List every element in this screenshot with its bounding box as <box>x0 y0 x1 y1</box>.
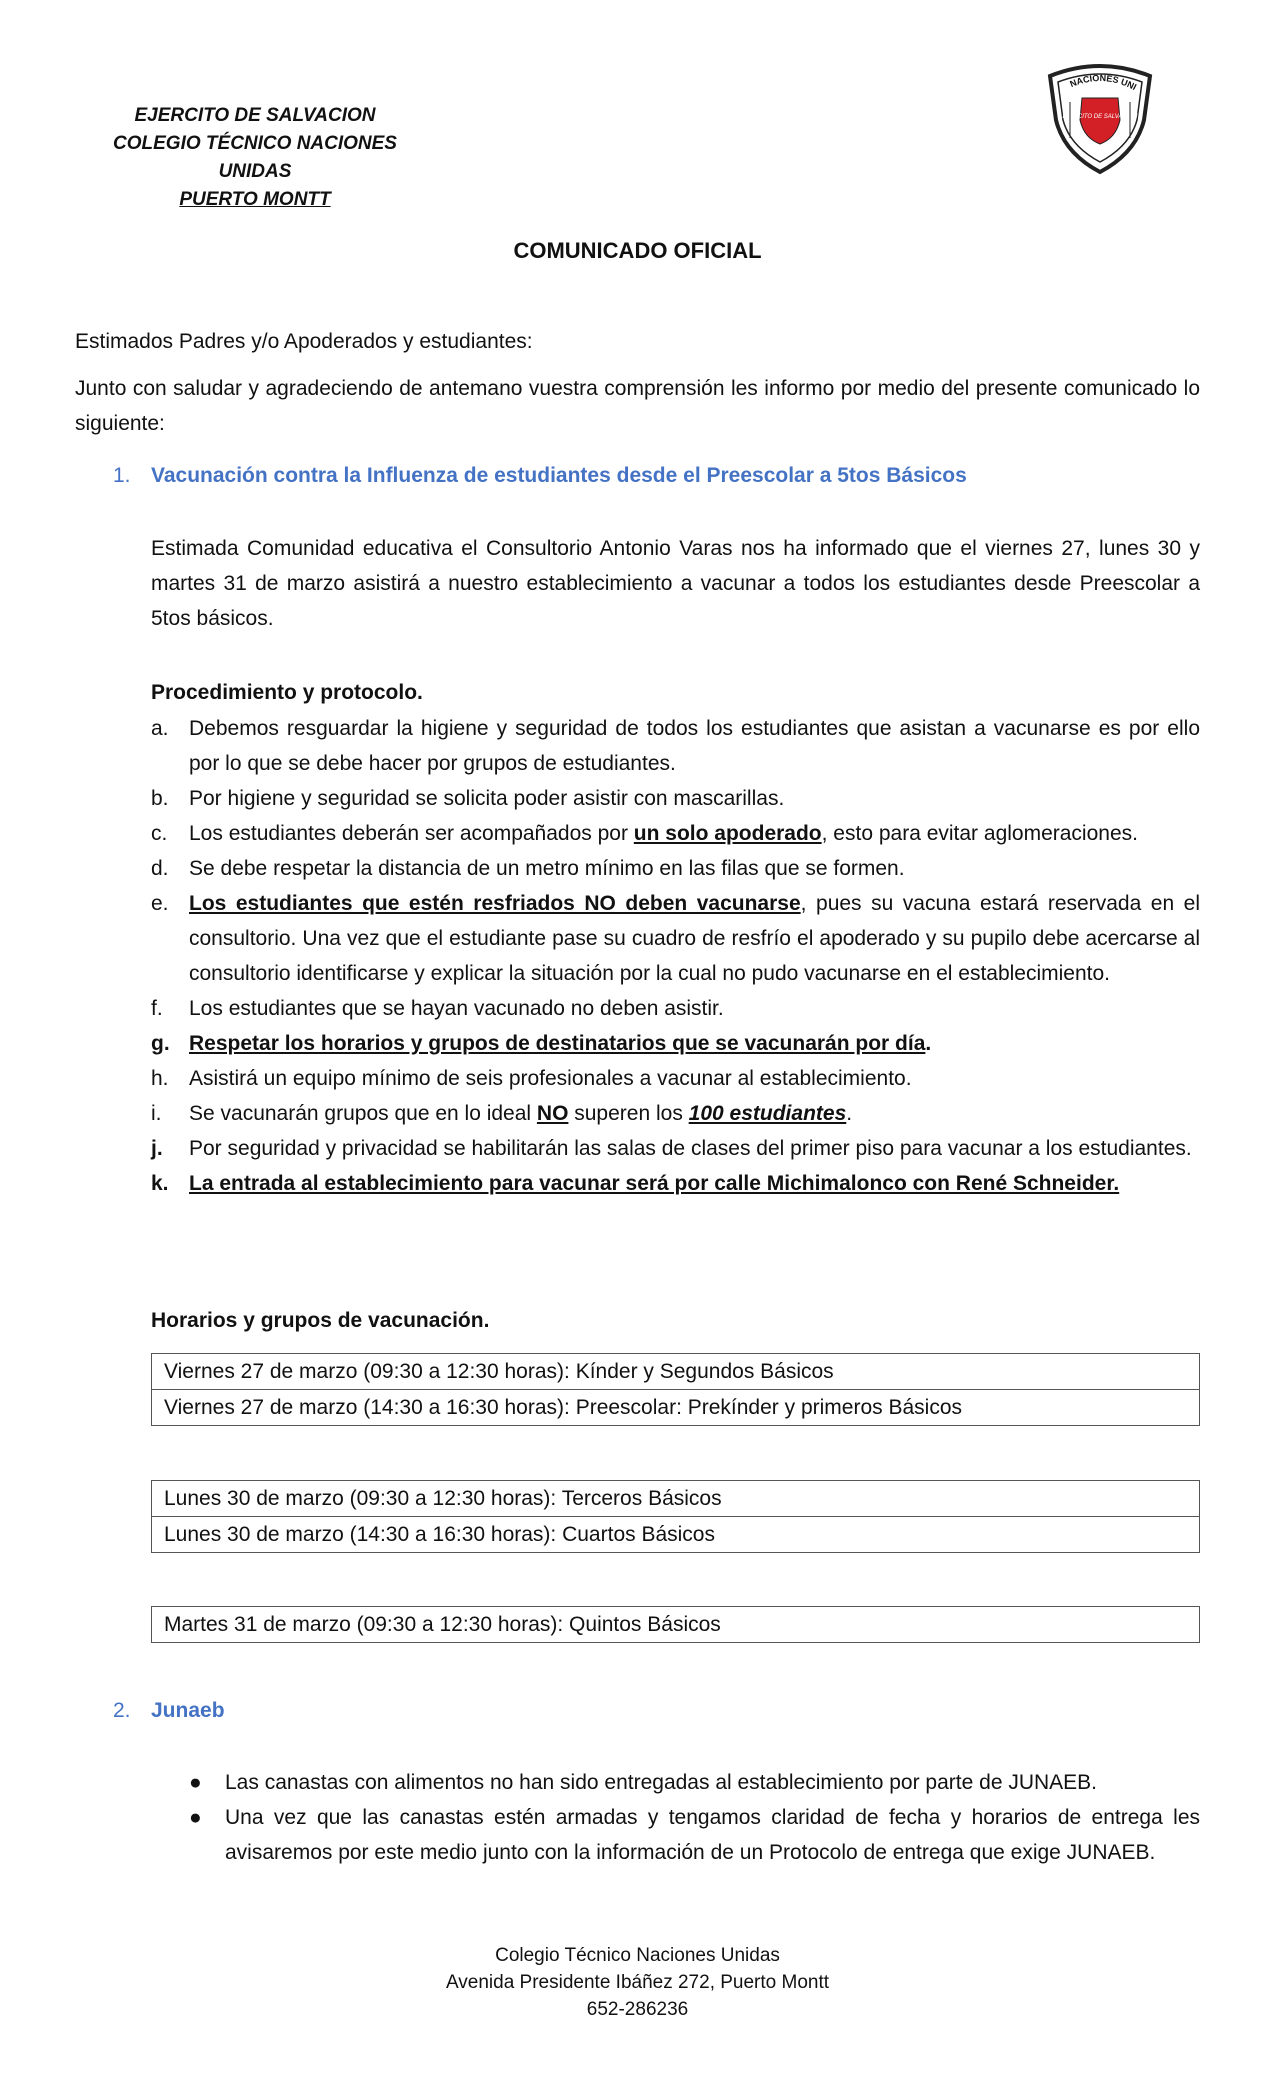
institution-header <box>75 102 435 214</box>
procedure-title: Procedimiento y protocolo. <box>151 681 423 704</box>
junaeb-bullet-list <box>187 1765 1200 1870</box>
section-1-heading <box>75 458 1200 493</box>
section-2-title: Junaeb <box>151 1699 225 1722</box>
section-1-title: Vacunación contra la Influenza de estudiantes desde el Preescolar a 5tos Básicos <box>151 464 967 487</box>
table-row: Lunes 30 de marzo (09:30 a 12:30 horas): Terceros Básicos <box>152 1481 1200 1517</box>
list-item: i. Se vacunarán grupos que en lo ideal NO superen los 100 estudiantes. <box>151 1102 853 1125</box>
emphasis-text: Los estudiantes que estén resfriados NO deben vacunarse <box>189 892 801 915</box>
schedule-title: Horarios y grupos de vacunación. <box>151 1309 490 1332</box>
footer-line-2: Avenida Presidente Ibáñez 272, Puerto Montt <box>445 1972 830 1993</box>
list-item: d. Se debe respetar la distancia de un metro mínimo en las filas que se formen. <box>151 857 905 880</box>
list-item: b. Por higiene y seguridad se solicita poder asistir con mascarillas. <box>151 787 785 810</box>
procedure-list <box>151 711 1200 1201</box>
header-line-2: COLEGIO TÉCNICO NACIONES UNIDAS <box>113 133 397 182</box>
emphasis-text: un solo apoderado <box>633 822 822 845</box>
section-2-number: 2. <box>113 1699 131 1722</box>
schedule-table-lunes <box>151 1480 1200 1553</box>
list-item: ● Las canastas con alimentos no han sido entregadas al establecimiento por parte de JUNAEB. <box>187 1765 1200 1800</box>
list-item: ● Una vez que las canastas estén armadas y tengamos claridad de fecha y horarios de entrega les avisaremos por este medio junto con la información de un Protocolo de entrega que exige JUNAEB. <box>187 1800 1200 1870</box>
list-item: f. Los estudiantes que se hayan vacunado no deben asistir. <box>151 997 724 1020</box>
list-item: k. La entrada al establecimiento para vacunar será por calle Michimalonco con René Schneider. <box>151 1172 1120 1195</box>
page-footer <box>0 1942 1275 2023</box>
section-1-paragraph: Estimada Comunidad educativa el Consultorio Antonio Varas nos ha informado que el viernes 27, lunes 30 y martes 31 de marzo asistirá a nuestro establecimiento a vacunar a todos los estudiantes desde Preescolar a 5tos básicos. <box>151 537 1200 630</box>
list-item: g. Respetar los horarios y grupos de destinatarios que se vacunarán por día. <box>151 1032 932 1055</box>
list-item: e. Los estudiantes que estén resfriados NO deben vacunarse, pues su vacuna estará reservada en el consultorio. Una vez que el estudiante pase su cuadro de resfrío el apoderado y su pupilo debe acercarse al consultorio identificarse y explicar la situación por la cual no pudo vacunarse en el establecimiento. <box>151 892 1201 985</box>
logo-top-text: NACIONES UNI <box>1068 72 1139 93</box>
schedule-table-martes <box>151 1606 1200 1643</box>
emphasis-text: 100 estudiantes <box>688 1102 847 1125</box>
table-row: Lunes 30 de marzo (14:30 a 16:30 horas): Cuartos Básicos <box>152 1517 1200 1553</box>
intro-paragraph: Junto con saludar y agradeciendo de antemano vuestra comprensión les informo por medio del presente comunicado lo siguiente: <box>75 377 1200 435</box>
list-item: c. Los estudiantes deberán ser acompañados por un solo apoderado, esto para evitar aglomeraciones. <box>151 822 1138 845</box>
list-item: a. Debemos resguardar la higiene y seguridad de todos los estudiantes que asistan a vacunarse es por ello por lo que se debe hacer por grupos de estudiantes. <box>151 717 1200 775</box>
section-2-heading <box>75 1693 1200 1728</box>
bullet-icon: ● <box>189 1806 202 1829</box>
page-title: COMUNICADO OFICIAL <box>513 238 762 263</box>
greeting: Estimados Padres y/o Apoderados y estudiantes: <box>75 330 533 353</box>
table-row: Martes 31 de marzo (09:30 a 12:30 horas): Quintos Básicos <box>152 1607 1200 1643</box>
emphasis-text: La entrada al establecimiento para vacunar será por calle Michimalonco con René Schneider. <box>189 1172 1120 1195</box>
emphasis-text: NO <box>536 1102 569 1125</box>
table-row: Viernes 27 de marzo (09:30 a 12:30 horas): Kínder y Segundos Básicos <box>152 1354 1200 1390</box>
list-item: h. Asistirá un equipo mínimo de seis profesionales a vacunar al establecimiento. <box>151 1067 912 1090</box>
list-item: j. Por seguridad y privacidad se habilitarán las salas de clases del primer piso para vacunar a los estudiantes. <box>151 1137 1192 1160</box>
footer-line-1: Colegio Técnico Naciones Unidas <box>495 1945 780 1966</box>
header-line-1: EJERCITO DE SALVACION <box>134 105 376 126</box>
bullet-icon: ● <box>189 1771 202 1794</box>
logo-center-text: EJERCITO DE SALVACION <box>1062 114 1138 120</box>
section-1-number: 1. <box>113 464 131 487</box>
footer-line-3: 652-286236 <box>586 1999 689 2020</box>
emphasis-text: Respetar los horarios y grupos de destinatarios que se vacunarán por día <box>189 1032 926 1055</box>
table-row: Viernes 27 de marzo (14:30 a 16:30 horas): Preescolar: Prekínder y primeros Básicos <box>152 1390 1200 1426</box>
schedule-table-viernes <box>151 1353 1200 1426</box>
header-line-3: PUERTO MONTT <box>179 189 331 210</box>
school-crest-logo <box>1040 58 1160 176</box>
